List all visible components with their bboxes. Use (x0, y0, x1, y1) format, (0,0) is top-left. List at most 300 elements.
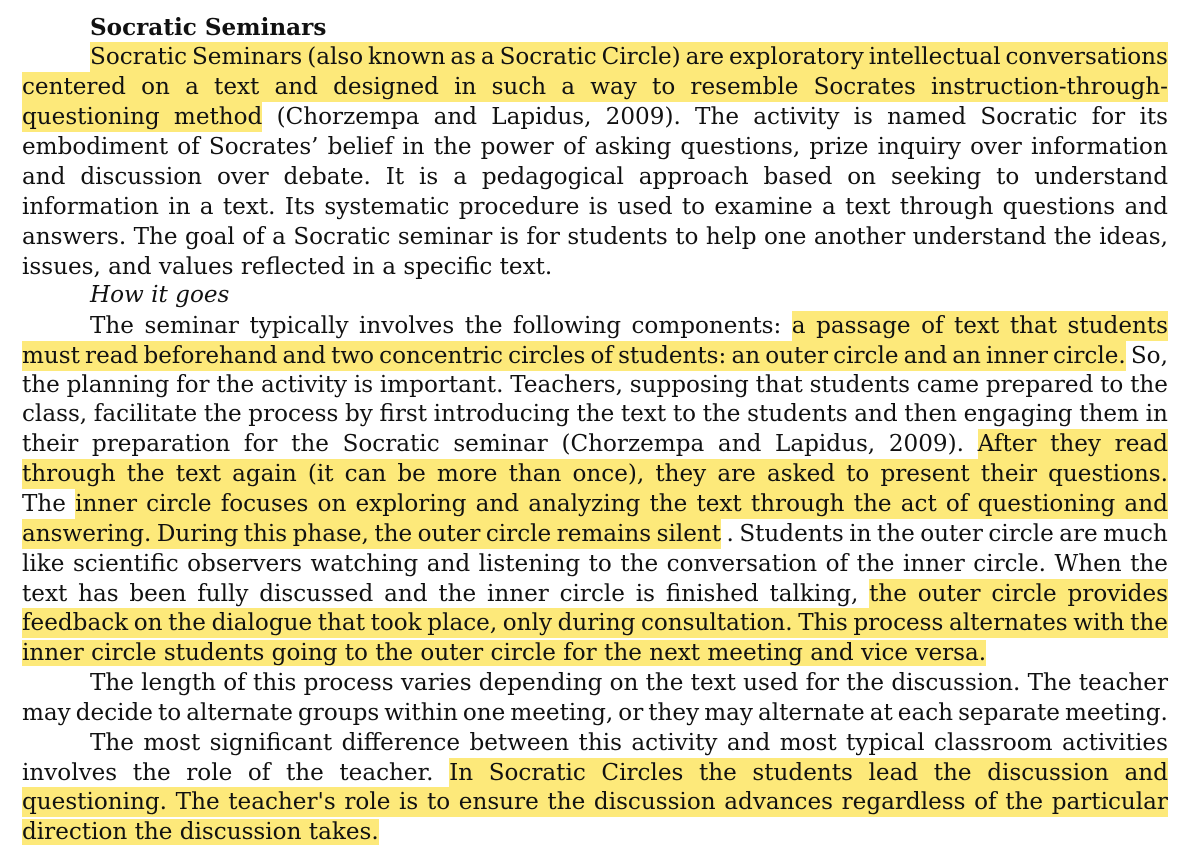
word: It (385, 164, 405, 190)
word: inner (902, 551, 965, 577)
word: embodiment (22, 134, 169, 160)
word: examine (714, 194, 813, 220)
word: circle. (1053, 343, 1126, 369)
word: pedagogical (481, 164, 624, 190)
word: that (317, 610, 365, 636)
word: an (952, 343, 981, 369)
highlight-gap (999, 311, 1010, 341)
word: outer (920, 521, 983, 547)
highlight-gap (972, 758, 988, 788)
word: procedure (458, 194, 580, 220)
highlight-gap (336, 787, 345, 817)
word: Socrates (813, 74, 916, 100)
word: 2009). (605, 104, 681, 130)
highlight-gap (546, 72, 561, 102)
word: of (223, 670, 246, 696)
highlight-gap (586, 758, 602, 788)
word: (Chorzempa (276, 104, 420, 130)
word: the (876, 521, 915, 547)
word: with (1073, 610, 1125, 636)
text-line (22, 489, 1168, 519)
highlight-gap (968, 489, 977, 519)
word: of (921, 313, 944, 339)
word: classroom (934, 730, 1053, 756)
word: is (588, 194, 608, 220)
text-line (22, 698, 1168, 728)
word: to (681, 194, 706, 220)
word: another (813, 224, 906, 250)
word: they (1050, 431, 1101, 457)
word: used (743, 670, 799, 696)
word: present (880, 461, 970, 487)
word: based (763, 164, 833, 190)
word: of (945, 491, 969, 517)
highlight-gap (259, 72, 274, 102)
highlight-gap (965, 787, 974, 817)
text-line (22, 399, 1168, 429)
highlight-gap (418, 787, 427, 817)
word: to (426, 789, 451, 815)
word: regardless (841, 789, 966, 815)
word: the (464, 313, 503, 339)
highlight-gap (675, 72, 690, 102)
word: of (974, 789, 997, 815)
word: took (370, 610, 422, 636)
word: supposing (629, 372, 749, 398)
word: the (374, 521, 413, 547)
word: the (645, 670, 684, 696)
word: the (1053, 224, 1092, 250)
word: seeking (890, 164, 982, 190)
highlight-gap (170, 72, 185, 102)
highlight-gap (683, 758, 699, 788)
word: during (557, 610, 636, 636)
highlight-gap (308, 489, 317, 519)
word: intellectual (868, 44, 1001, 70)
word: discussed (259, 581, 374, 607)
word: and (1124, 491, 1168, 517)
highlight-gap (519, 489, 528, 519)
word: Teachers, (510, 372, 623, 398)
word: understand (912, 224, 1047, 250)
highlight-gap (798, 72, 813, 102)
word: a (561, 74, 576, 100)
word: most (779, 730, 837, 756)
subheading: How it goes (90, 282, 230, 308)
word: one (763, 224, 807, 250)
word: for (243, 431, 278, 457)
highlight-gap (1043, 787, 1052, 817)
word: activity (631, 730, 718, 756)
text-line (22, 429, 1168, 459)
word: only (502, 610, 552, 636)
word: on (317, 491, 347, 517)
word: the (1130, 551, 1168, 577)
highlight-gap (644, 459, 655, 489)
word: Socratic (499, 44, 597, 70)
word: phase, (292, 521, 369, 547)
highlight-gap (907, 579, 918, 609)
word: separate (958, 700, 1060, 726)
highlight-gap (637, 72, 652, 102)
highlight-gap (918, 758, 934, 788)
word: of (177, 134, 200, 160)
word: 2009). (888, 431, 964, 457)
word: a (480, 44, 495, 70)
word: Lapidus, (775, 431, 876, 457)
word: prepared (985, 372, 1094, 398)
word: Socrates’ (208, 134, 319, 160)
word: feedback (22, 610, 129, 636)
word: the (291, 431, 329, 457)
highlight-gap (806, 311, 817, 341)
highlight-gap (390, 787, 399, 817)
word: and (384, 581, 428, 607)
word: act (900, 491, 937, 517)
word: are (685, 44, 725, 70)
word: of (825, 551, 849, 577)
word: goal (184, 224, 235, 250)
word: the (649, 491, 688, 517)
word: beforehand (143, 343, 278, 369)
word: teacher. (339, 760, 434, 786)
word: and (433, 104, 478, 130)
word: preparation (91, 431, 231, 457)
word: on (609, 670, 639, 696)
highlight-gap (497, 459, 508, 489)
highlight-gap (742, 489, 751, 519)
highlight-gap (737, 758, 753, 788)
word: may (22, 700, 71, 726)
word: such (491, 74, 547, 100)
word: approach (638, 164, 749, 190)
highlight-gap (1109, 758, 1125, 788)
word: used (617, 194, 673, 220)
word: an (731, 343, 761, 369)
highlight-gap (944, 311, 955, 341)
text-line (22, 102, 1168, 132)
word: in (454, 74, 477, 100)
highlight-gap (833, 787, 842, 817)
word: systematic (324, 194, 450, 220)
highlight-gap (687, 489, 696, 519)
word: groups (298, 700, 380, 726)
highlight-gap (473, 758, 489, 788)
word: During (156, 521, 239, 547)
word: and (1124, 760, 1168, 786)
word: involves (359, 313, 455, 339)
highlight-gap (160, 102, 174, 132)
word: help (705, 224, 757, 250)
word: The (90, 730, 134, 756)
word: once), (572, 461, 645, 487)
word: depending (478, 670, 603, 696)
highlight-gap (334, 459, 345, 489)
word: circle (991, 581, 1057, 607)
word: circle (146, 491, 212, 517)
word: in (1145, 401, 1168, 427)
word: answers. (22, 224, 127, 250)
text-line (22, 162, 1168, 192)
word: information (22, 194, 159, 220)
word: place, (427, 610, 498, 636)
word: ideas, (1099, 224, 1168, 250)
word: Socratic (342, 431, 440, 457)
word: is (419, 164, 439, 190)
word: of (242, 224, 265, 250)
word: may (704, 700, 753, 726)
word: seminar (144, 313, 239, 339)
word: remains (556, 521, 652, 547)
word: are (1059, 521, 1098, 547)
word: this (252, 670, 297, 696)
word: alternates (949, 610, 1068, 636)
word: is (853, 104, 873, 130)
word: the (132, 760, 171, 786)
word: questioning (22, 104, 160, 130)
word: consultation. (640, 610, 793, 636)
word: outer (917, 581, 981, 607)
word: particular (1051, 789, 1168, 815)
highlight-gap (221, 459, 232, 489)
highlight-gap (561, 459, 572, 489)
text-line (22, 222, 1168, 252)
word: activities (1061, 730, 1168, 756)
word: that (1009, 313, 1058, 339)
word: understand (1034, 164, 1168, 190)
word: read (1114, 431, 1168, 457)
word: In (449, 760, 474, 786)
word: this (578, 730, 622, 756)
word: their (980, 461, 1038, 487)
word: is (353, 372, 374, 398)
word: to (672, 401, 696, 427)
word: discussion (80, 164, 203, 190)
word: The (133, 224, 178, 250)
word: significant (209, 730, 333, 756)
word: two (331, 343, 375, 369)
word: This (798, 610, 848, 636)
word: dialogue (211, 610, 313, 636)
word: debate. (283, 164, 371, 190)
word: its (1139, 104, 1168, 130)
word: Lapidus, (491, 104, 592, 130)
word: students (747, 401, 848, 427)
word: are (717, 461, 756, 487)
word: questions (1002, 194, 1116, 220)
word: fully (197, 581, 249, 607)
word: this (243, 521, 288, 547)
word: within (384, 700, 458, 726)
word: students (567, 224, 668, 250)
highlight-gap (981, 579, 992, 609)
word: through (750, 491, 845, 517)
text-line (22, 459, 1168, 489)
highlight-gap (450, 787, 459, 817)
text-line (22, 370, 1168, 400)
highlight-gap (126, 72, 141, 102)
word: text. (222, 194, 276, 220)
word: lead (868, 760, 919, 786)
word: a (453, 164, 467, 190)
text-line (90, 668, 1168, 698)
highlight-gap (386, 459, 397, 489)
word: The (90, 313, 134, 339)
word: the (869, 581, 907, 607)
word: difference (341, 730, 461, 756)
word: watching (310, 551, 419, 577)
section-title: Socratic Seminars (90, 14, 327, 41)
word: power (480, 134, 554, 160)
word: seminar (453, 431, 548, 457)
highlight-gap (1115, 489, 1124, 519)
word: came (916, 372, 980, 398)
highlight-gap (426, 459, 437, 489)
word: the (620, 551, 659, 577)
word: passage (816, 313, 911, 339)
highlight-gap (853, 758, 869, 788)
word: activity (753, 104, 840, 130)
word: exploring (355, 491, 467, 517)
word: So, (1130, 343, 1168, 369)
word: observers (187, 551, 303, 577)
word: the (1005, 789, 1044, 815)
word: silent (656, 521, 722, 547)
word: text (22, 581, 68, 607)
word: alternate (186, 700, 293, 726)
word: circle. (973, 551, 1046, 577)
word: Circles (601, 760, 684, 786)
word: a (272, 224, 286, 250)
word: Socratic (90, 44, 188, 70)
word: asked (766, 461, 836, 487)
text-line (22, 787, 1168, 817)
word: for (805, 670, 840, 696)
word: or (618, 700, 644, 726)
word: a (821, 194, 836, 220)
highlight-gap (165, 459, 176, 489)
word: length (141, 670, 217, 696)
highlight-gap (1036, 429, 1050, 459)
word: seminar (397, 224, 493, 250)
text-line (22, 549, 1168, 579)
word: the (547, 789, 586, 815)
word: provides (1067, 581, 1168, 607)
word: conversation (666, 551, 818, 577)
word: inquiry (877, 134, 961, 160)
highlighted-text: inner circle students going to the outer circle for the next meeting and vice versa. (22, 640, 987, 666)
word: that (755, 372, 803, 398)
word: to (675, 224, 699, 250)
word: Socratic (488, 760, 586, 786)
word: again (232, 461, 297, 487)
word: for (176, 372, 210, 398)
word: After (977, 431, 1037, 457)
word: designed (333, 74, 439, 100)
word: be (397, 461, 426, 487)
word: and (1124, 194, 1168, 220)
highlight-gap (716, 787, 725, 817)
highlight-gap (585, 787, 594, 817)
highlight-gap (539, 787, 548, 817)
highlight-gap (640, 489, 649, 519)
word: The (175, 789, 220, 815)
word: on (141, 74, 170, 100)
word: much (1103, 521, 1168, 547)
word: on (133, 610, 163, 636)
word: The (90, 670, 134, 696)
word: text (690, 670, 736, 696)
highlight-gap (346, 489, 355, 519)
text-line (22, 72, 1168, 102)
word: more (436, 461, 498, 487)
word: the (853, 491, 892, 517)
word: to (588, 551, 612, 577)
word: focuses (220, 491, 309, 517)
word: Socratic (980, 104, 1078, 130)
word: The (22, 491, 66, 517)
word: the (168, 610, 206, 636)
highlight-gap (476, 72, 491, 102)
word: and (475, 491, 519, 517)
word: first (379, 401, 428, 427)
word: to (996, 164, 1020, 190)
word: information (1030, 134, 1168, 160)
highlight-gap (167, 787, 176, 817)
highlight-gap (439, 72, 454, 102)
text-line (22, 758, 1168, 788)
word: text (845, 194, 891, 220)
word: of (563, 134, 586, 160)
word: over (216, 164, 269, 190)
word: and (854, 401, 898, 427)
word: them (1079, 401, 1139, 427)
word: like (22, 551, 65, 577)
text-line (90, 311, 1168, 341)
highlight-gap (575, 72, 590, 102)
highlight-gap (1057, 579, 1068, 609)
word: facilitate (93, 401, 198, 427)
word: text (175, 461, 221, 487)
word: way (590, 74, 637, 100)
word: students: (618, 343, 727, 369)
highlight-gap (137, 489, 146, 519)
word: questions, (680, 134, 801, 160)
word: the (285, 760, 324, 786)
word: process (248, 401, 339, 427)
highlight-gap (297, 459, 308, 489)
word: listening (478, 551, 581, 577)
word: Socratic (293, 224, 391, 250)
word: role (186, 760, 233, 786)
word: alternate (757, 700, 865, 726)
word: text (620, 401, 667, 427)
word: inner (486, 581, 549, 607)
text-line (22, 132, 1168, 162)
word: students (1067, 313, 1168, 339)
word: through (899, 194, 994, 220)
word: by (344, 401, 373, 427)
word: When (1054, 551, 1122, 577)
word: resemble (690, 74, 799, 100)
word: advances (724, 789, 833, 815)
word: a (185, 74, 199, 100)
highlight-gap (756, 459, 767, 489)
highlight-gap (911, 311, 922, 341)
word: most (143, 730, 201, 756)
word: Seminars (191, 44, 303, 70)
word: for (526, 224, 560, 250)
